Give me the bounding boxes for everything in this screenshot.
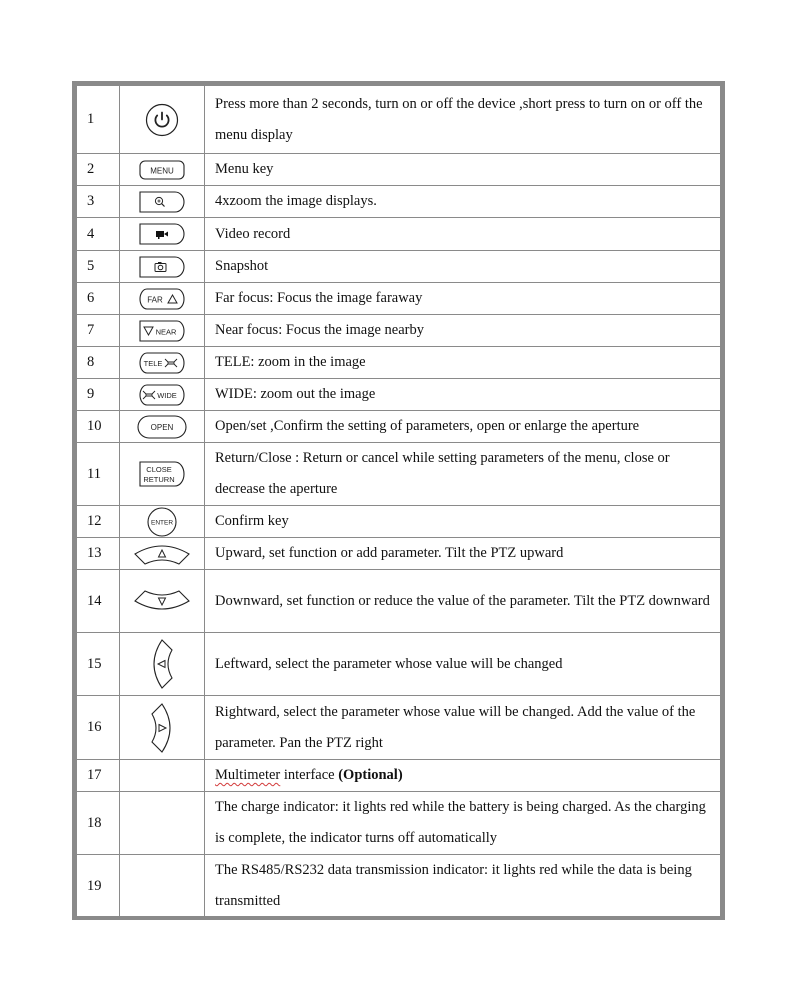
near-focus-icon [139, 320, 185, 342]
table-row [77, 251, 721, 283]
interface-word: interface [280, 767, 339, 783]
up-arrow-key-icon [133, 542, 191, 566]
row-description: Snapshot [205, 251, 721, 283]
table-row [77, 855, 721, 918]
row-number: 11 [77, 443, 120, 506]
row-number: 4 [77, 218, 120, 251]
row-description: Upward, set function or add parameter. Tilt the PTZ upward [205, 538, 721, 570]
right-arrow-key-icon [150, 702, 174, 754]
row-description: Downward, set function or reduce the value of the parameter. Tilt the PTZ downward [205, 570, 721, 633]
optional-note: (Optional) [338, 767, 403, 783]
video-camera-icon [139, 223, 185, 245]
snapshot-camera-icon [139, 256, 185, 278]
multimeter-word: Multimeter [215, 767, 281, 783]
row-number: 8 [77, 347, 120, 379]
power-icon [145, 103, 179, 137]
row-number: 13 [77, 538, 120, 570]
row-description: Open/set ,Confirm the setting of parameters, open or enlarge the aperture [205, 411, 721, 443]
row-number: 6 [77, 283, 120, 315]
left-arrow-key-icon [150, 638, 174, 690]
table-row [77, 633, 721, 696]
row-number: 19 [77, 855, 120, 918]
row-description: Rightward, select the parameter whose value will be changed. Add the value of the parameter. Pan the PTZ right [205, 696, 721, 760]
enter-key-label: ENTER [150, 519, 174, 526]
row-number: 2 [77, 154, 120, 186]
row-description: Leftward, select the parameter whose value will be changed [205, 633, 721, 696]
close-return-key-icon [139, 461, 185, 487]
open-key-label: OPEN [150, 422, 174, 432]
row-number: 9 [77, 379, 120, 411]
table-row [77, 154, 721, 186]
menu-key-label: MENU [150, 166, 174, 175]
table-row [77, 696, 721, 760]
table-row [77, 760, 721, 792]
row-description: 4xzoom the image displays. [205, 186, 721, 218]
row-description: TELE: zoom in the image [205, 347, 721, 379]
table-row [77, 218, 721, 251]
row-number: 15 [77, 633, 120, 696]
row-number: 16 [77, 696, 120, 760]
table-row [77, 570, 721, 633]
key-function-table [72, 81, 725, 920]
row-description: Menu key [205, 154, 721, 186]
table-row [77, 792, 721, 855]
row-description [205, 760, 721, 792]
wide-zoom-label: WIDE [157, 390, 177, 400]
table-row [77, 443, 721, 506]
row-number: 12 [77, 506, 120, 538]
table-row [77, 411, 721, 443]
tele-zoom-label: TELE [143, 358, 163, 368]
row-description: Return/Close : Return or cancel while setting parameters of the menu, close or decrease the aperture [205, 443, 721, 506]
near-focus-label: NEAR [155, 327, 177, 336]
zoom-magnifier-icon [139, 191, 185, 213]
tele-zoom-icon [139, 352, 185, 374]
row-number: 18 [77, 792, 120, 855]
open-key-icon [137, 415, 187, 439]
menu-key-icon [139, 160, 185, 180]
row-number: 5 [77, 251, 120, 283]
table-row [77, 538, 721, 570]
table-row [77, 506, 721, 538]
row-description: Confirm key [205, 506, 721, 538]
far-focus-icon [139, 288, 185, 310]
table-row [77, 379, 721, 411]
row-description: Video record [205, 218, 721, 251]
enter-key-icon [147, 507, 177, 537]
close-key-label: CLOSE [146, 465, 172, 474]
return-key-label: RETURN [143, 475, 175, 484]
row-number: 3 [77, 186, 120, 218]
row-description: Near focus: Focus the image nearby [205, 315, 721, 347]
table-row [77, 283, 721, 315]
down-arrow-key-icon [133, 589, 191, 613]
row-number: 17 [77, 760, 120, 792]
table-row [77, 186, 721, 218]
row-number: 14 [77, 570, 120, 633]
row-number: 1 [77, 86, 120, 154]
wide-zoom-icon [139, 384, 185, 406]
far-focus-label: FAR [147, 295, 163, 304]
row-description: Far focus: Focus the image faraway [205, 283, 721, 315]
row-number: 10 [77, 411, 120, 443]
row-description: Press more than 2 seconds, turn on or off the device ,short press to turn on or off the menu display [205, 86, 721, 154]
row-description: WIDE: zoom out the image [205, 379, 721, 411]
row-description: The charge indicator: it lights red while the battery is being charged. As the charging is complete, the indicator turns off automatically [205, 792, 721, 855]
table-row [77, 347, 721, 379]
row-number: 7 [77, 315, 120, 347]
table-row [77, 315, 721, 347]
table-row [77, 86, 721, 154]
row-description: The RS485/RS232 data transmission indicator: it lights red while the data is being transmitted [205, 855, 721, 918]
